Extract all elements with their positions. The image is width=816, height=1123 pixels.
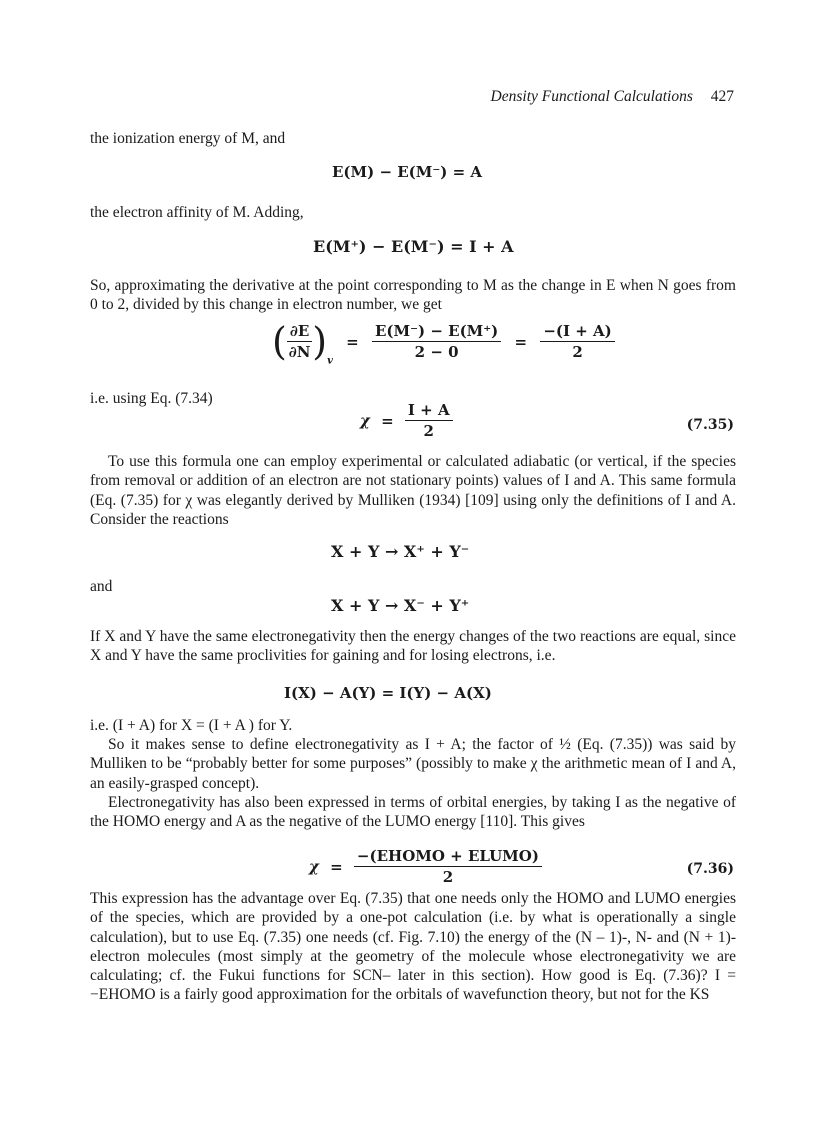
text-line-sum-equal: i.e. (I + A) for X = (I + A ) for Y. <box>90 717 293 734</box>
reaction-1: X + Y → X⁺ + Y⁻ <box>331 542 470 561</box>
eq735-fraction <box>405 401 453 440</box>
page-number: 427 <box>710 88 734 105</box>
right-fraction <box>540 322 614 361</box>
equation-sum: E(M⁺) − E(M⁻) = I + A <box>313 237 514 256</box>
paragraph-same-electronegativity: If X and Y have the same electronegativity then the energy changes of the two reactions are equal, since X and Y have the same proclivities for gaining and for losing electrons, i.e. <box>90 628 736 665</box>
right-denominator: 2 <box>572 343 583 361</box>
text-line-and: and <box>90 578 113 595</box>
right-paren: ) <box>312 319 328 364</box>
reaction-2: X + Y → X⁻ + Y⁺ <box>331 596 470 615</box>
eq735-denominator: 2 <box>423 422 434 440</box>
paragraph-orbital-energies: Electronegativity has also been expressed in terms of orbital energies, by taking I as the negative of the HOMO energy and A as the negative of the LUMO energy [110]. This gives <box>90 794 736 831</box>
paragraph-define-electronegativity: So it makes sense to define electronegativity as I + A; the factor of ½ (Eq. (7.35)) was said by Mulliken to be “probably better for some purposes” (possibly to make χ the arithmetic mean of I and A, an easily-grasped concept). <box>90 736 736 792</box>
eq736-denominator: 2 <box>442 868 454 886</box>
running-title: Density Functional Calculations <box>490 88 693 105</box>
middle-denominator: 2 − 0 <box>414 343 459 361</box>
equation-equal-energies: I(X) − A(Y) = I(Y) − A(X) <box>284 684 492 702</box>
partial-numerator: ∂E <box>287 322 312 342</box>
right-numerator: −(I + A) <box>540 322 614 342</box>
chi-symbol: χ <box>309 857 319 876</box>
partial-denominator: ∂N <box>288 343 311 361</box>
middle-numerator: E(M⁻) − E(M⁺) <box>372 322 501 342</box>
eq736-fraction <box>354 847 542 886</box>
chi-symbol: χ <box>360 411 370 430</box>
eq735-numerator: I + A <box>405 401 453 421</box>
partial-fraction <box>287 322 312 361</box>
middle-fraction <box>372 322 501 361</box>
partial-subscript: v <box>327 355 333 367</box>
text-line-using-eq: i.e. using Eq. (7.34) <box>90 390 213 407</box>
page-header <box>491 88 734 106</box>
paragraph-derivative: So, approximating the derivative at the point corresponding to M as the change in E when N goes from 0 to 2, divided by this change in electron number, we get <box>90 277 736 314</box>
equation-number-7-35: (7.35) <box>686 417 734 433</box>
equation-electron-affinity: E(M) − E(M⁻) = A <box>332 163 483 181</box>
left-paren: ( <box>272 319 287 364</box>
paragraph-expression-advantage: This expression has the advantage over Eq. (7.35) that one needs only the HOMO and LUMO energies of the species, which are provided by a one-pot calculation (i.e. by what is operationally a single calculation), but to use Eq. (7.35) one needs (cf. Fig. 7.10) the energy of the (N – 1)-, N- and (N + 1)-electron molecules (most simply at the geometry of the molecule whose electronegativity we are calculating; cf. the Fukui functions for SCN– later in this section). How good is Eq. (7.36)? I = −EHOMO is a fairly good approximation for the orbitals of wavefunction theory, but not for the KS <box>90 890 736 1004</box>
text-line-electron-affinity: the electron affinity of M. Adding, <box>90 204 304 221</box>
equation-7-35: χ = $\frac{I + A}{2}$ <box>360 401 453 440</box>
eq736-numerator: −(EHOMO + ELUMO) <box>354 847 542 867</box>
equation-7-36: χ = $\frac{\text{−(EHOMO + ELUMO)}}{2}$ <box>309 847 542 886</box>
equation-derivative: ( $\frac{\partial E}{\partial N}$ )$_v$ = $\frac{E(M^-) - E(M^+)}{2 - 0}$ = $\frac{-(I + A)}{2}$ <box>272 322 615 367</box>
equation-number-7-36: (7.36) <box>686 861 734 877</box>
paragraph-formula-use: To use this formula one can employ experimental or calculated adiabatic (or vertical, if the species from removal or addition of an electron are not stationary points) values of I and A. This same formula (Eq. (7.35) for χ was elegantly derived by Mulliken (1934) [109] using only the definitions of I and A. Consider the reactions <box>90 453 736 528</box>
text-line-ionization: the ionization energy of M, and <box>90 130 286 147</box>
